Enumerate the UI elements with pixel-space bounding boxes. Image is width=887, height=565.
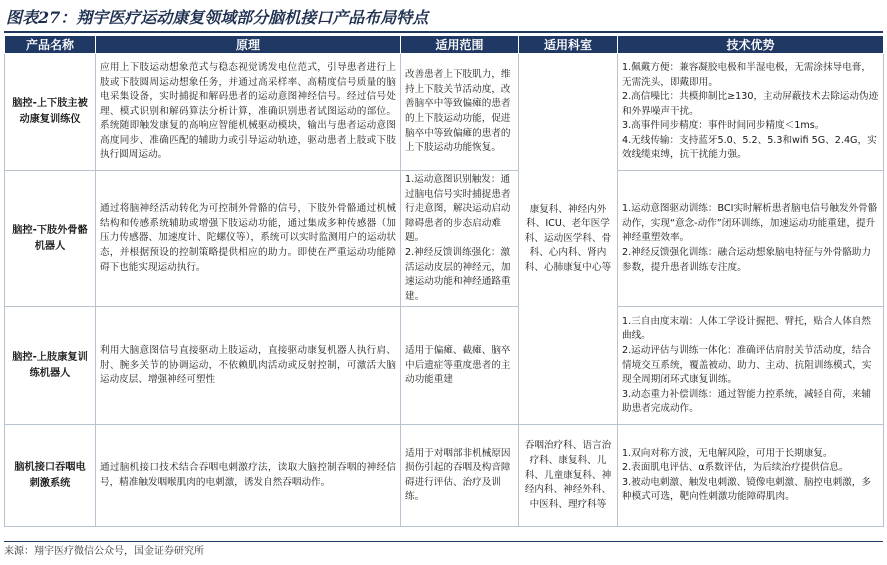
table-header-row [5,36,884,54]
product-name: 脑机接口吞咽电刺激系统 [5,425,96,527]
advantage-item: 4.无线传输：支持蓝牙5.0、5.2、5.3和wifi 5G、2.4G，实效线缆束缚，抗干扰能力强。 [622,134,877,161]
product-name: 脑控-下肢外骨骼机器人 [5,171,96,307]
header-advantages: 技术优势 [618,36,884,54]
advantages-cell [618,54,884,171]
scope-cell: 改善患者上下肢肌力，维持上下肢关节活动度，改善脑卒中等致偏瘫的患者的上下肢运动功能，促进脑卒中等致偏瘫的患者的上下肢运动功能恢复。 [401,54,519,171]
product-name: 脑控-上下肢主被动康复训练仪 [5,54,96,171]
advantage-item: 1.双向对称方波，无电解风险，可用于长期康复。 [622,447,833,459]
table-row [5,171,884,307]
department-cell: 吞咽治疗科、语言治疗科、康复科、儿科、儿童康复科、神经内科、神经外科、中医科、理疗科等 [519,425,618,527]
header-scope: 适用范围 [401,36,519,54]
principle-cell: 利用大脑意图信号直接驱动上肢运动，直接驱动康复机器人执行肩、肘、腕多关节的协调运动，不依赖肌肉活动或反射控制，可激活大脑运动皮层、增强神经可塑性 [96,307,401,425]
table-row [5,425,884,527]
advantages-cell [618,425,884,527]
advantage-item: 1.运动意图驱动训练：BCI实时解析患者脑电信号触发外骨骼动作，实现“意念-动作”闭环训练，加速运动功能重建，提升神经重塑效率。 [622,203,878,244]
advantage-item: 2.高信噪比：共模抑制比≥130，主动屏蔽技术去除运动伪迹和外界噪声干扰。 [622,91,879,117]
product-table [4,35,884,527]
advantages-cell [618,307,884,425]
table-row [5,54,884,171]
source-rule [4,541,883,542]
advantage-item: 3.被动电刺激、触发电刺激、镜像电刺激、脑控电刺激，多种模式可选，靶向性刺激功能障碍肌肉。 [622,476,871,503]
principle-cell: 应用上下肢运动想象范式与稳态视觉诱发电位范式，引导患者进行上肢或下肢圆周运动想象任务，并通过高采样率、高精度信号质量的脑电采集设备，实时捕捉和解码患者的运动意图神经信号。经过信号处理、模式识别和解码算法分析计算，准确识别患者试图运动的部位。系统随即触发康复的高响应智能机械驱动模块，输出与患者运动意图高度同步、准确匹配的辅助力或引导运动轨迹，驱动患者上肢或下肢执行圆周运动。 [96,54,401,171]
advantage-item: 3.高事件同步精度：事件时间同步精度＜1ms。 [622,120,825,132]
principle-cell: 通过脑机接口技术结合吞咽电刺激疗法，读取大脑控制吞咽的神经信号，精准触发咽喉肌肉的电刺激，诱发自然吞咽动作。 [96,425,401,527]
title-rule [4,31,883,33]
source-note: 来源：翔宇医疗微信公众号，国金证券研究所 [4,546,204,557]
department-cell: 康复科、神经内外科、ICU、老年医学科、运动医学科、骨科、心内科、肾内科、心肺康复中心等 [519,54,618,425]
advantage-item: 2.运动评估与训练一体化：准确评估肩肘关节活动度，结合情境交互系统，覆盖被动、助力、主动、抗阻训练模式，实现全周期闭环式康复训练。 [622,344,872,386]
header-product-name: 产品名称 [5,36,96,54]
principle-cell: 通过将脑神经活动转化为可控制外骨骼的信号，下肢外骨骼通过机械结构和传感系统辅助或增强下肢运动功能，通过集成多种传感器（加压力传感器、加速度计、陀螺仪等），系统可以实时监测用户的运动状态，并根据预设的控制策略提供相应的助力。即使在严重运动功能障碍下也能实现运动执行。 [96,171,401,307]
scope-cell [401,171,519,307]
advantage-item: 2.表面肌电评估、α系数评估，为后续治疗提供信息。 [622,462,849,474]
advantage-item: 1.佩戴方便：兼容凝胶电极和半湿电极，无需涂抹导电膏，无需洗头，即戴即用。 [622,61,871,88]
header-principle: 原理 [96,36,401,54]
product-name: 脑控-上肢康复训练机器人 [5,307,96,425]
table-row [5,307,884,425]
advantages-cell [618,171,884,307]
figure-title: 图表27：翔宇医疗运动康复领域部分脑机接口产品布局特点 [6,8,429,27]
scope-cell: 适用于偏瘫、截瘫、脑卒中后遗症等重度患者的主动功能重建 [401,307,519,425]
advantage-item: 3.动态重力补偿训练：通过智能力控系统，减轻自荷，来辅助患者完成动作。 [622,388,871,415]
scope-item: 1.运动意图识别触发：通过脑电信号实时捕捉患者行走意图，解决运动启动障碍患者的步态启动难题。 [405,174,511,244]
header-department: 适用科室 [519,36,618,54]
advantage-item: 2.神经反馈强化训练：融合运动想象脑电特征与外骨骼助力参数，提升患者训练专注度。 [622,246,871,273]
advantage-item: 1.三自由度末端：人体工学设计握把、臂托，贴合人体自然曲线。 [622,315,871,342]
scope-item: 2.神经反馈训练强化：激活运动皮层的神经元，加速运动功能和神经通路重建。 [405,246,511,302]
scope-cell: 适用于对咽部非机械原因损伤引起的吞咽及构音障碍进行评估、治疗及训练。 [401,425,519,527]
